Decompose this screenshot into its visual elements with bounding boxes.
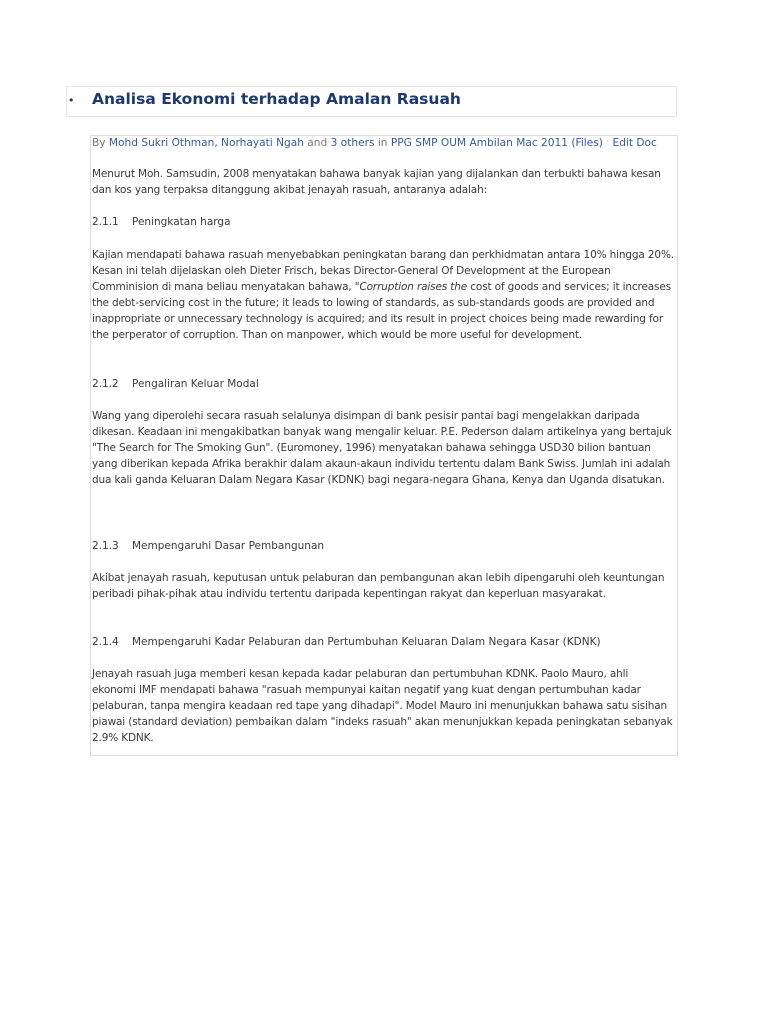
text-line: piawai (standard deviation) pembaikan dalam "indeks rasuah" akan menunjukkan kepada peningkatan sebanyak: [92, 716, 673, 728]
section-heading-2-1-1: [92, 214, 231, 230]
bullet-icon: •: [68, 94, 75, 107]
text-run: Comminision di mana beliau menyatakan bahawa,: [92, 281, 355, 293]
section-2-1-1-paragraph: [92, 247, 677, 343]
text-line: Kesan ini telah dijelaskan oleh Dieter Frisch, bekas Director-General Of Development at the European: [92, 265, 611, 277]
text-line: the debt-servicing cost in the future; it leads to lowing of standards, as sub-standards goods are provided and: [92, 297, 655, 309]
text-line: pelaburan, tanpa mengira keadaan red tape yang dihadapi". Model Mauro ini menunjukkan bahawa satu sisihan: [92, 700, 668, 712]
text-line: the perperator of corruption. Than on manpower, which would be more useful for development.: [92, 329, 583, 341]
section-heading-2-1-2: [92, 376, 259, 392]
italic-quote: "Corruption raises the: [354, 281, 468, 293]
text-line: Wang yang diperolehi secara rasuah selalunya disimpan di bank pesisir pantai bagi mengelakkan daripada: [92, 410, 640, 422]
text-line: "The Search for The Smoking Gun". (Euromoney, 1996) menyatakan bahawa sehingga USD30 bilion bantuan: [92, 442, 651, 454]
section-title: Pengaliran Keluar Modal: [132, 378, 259, 390]
text-line: Menurut Moh. Samsudin, 2008 menyatakan bahawa banyak kajian yang dijalankan dan terbukti bahawa kesan: [92, 168, 661, 180]
text-line: peribadi pihak-pihak atau individu tertentu daripada kepentingan rakyat dan keperluan masyarakat.: [92, 588, 606, 600]
text-line: Kajian mendapati bahawa rasuah menyebabkan peningkatan barang dan perkhidmatan antara 10% hingga 20%.: [92, 249, 674, 261]
text-line: 2.9% KDNK.: [92, 732, 154, 744]
section-number: 2.1.2: [92, 378, 119, 390]
authors-link[interactable]: Mohd Sukri Othman, Norhayati Ngah: [108, 137, 304, 149]
text-line: ekonomi IMF mendapati bahawa "rasuah mempunyai kaitan negatif yang kuat dengan pertumbuhan kadar: [92, 684, 641, 696]
separator-dot: ·: [606, 137, 610, 147]
section-2-1-4-paragraph: [92, 666, 677, 746]
section-heading-2-1-3: [92, 538, 324, 554]
section-heading-2-1-4: [92, 634, 601, 650]
section-title: Mempengaruhi Kadar Pelaburan dan Pertumbuhan Keluaran Dalam Negara Kasar (KDNK): [132, 636, 601, 648]
doc-title: Analisa Ekonomi terhadap Amalan Rasuah: [92, 90, 461, 108]
text-line: Jenayah rasuah juga memberi kesan kepada kadar pelaburan dan pertumbuhan KDNK. Paolo Mauro, ahli: [92, 668, 629, 680]
section-number: 2.1.3: [92, 540, 119, 552]
text-run: cost of goods and services; it increases: [467, 281, 672, 293]
edit-doc-link[interactable]: Edit Doc: [612, 137, 657, 149]
section-2-1-2-paragraph: [92, 408, 677, 488]
section-title: Mempengaruhi Dasar Pembangunan: [132, 540, 325, 552]
text-line: dua kali ganda Keluaran Dalam Negara Kasar (KDNK) bagi negara-negara Ghana, Kenya dan Uganda disatukan.: [92, 474, 665, 486]
text-line: inappropriate or unnecessary technology is acquired; and its result in project choices being made rewarding for: [92, 313, 664, 325]
text-line: dikesan. Keadaan ini mengakibatkan banyak wang mengalir keluar. P.E. Pederson dalam artikelnya yang bertajuk: [92, 426, 672, 438]
section-number: 2.1.4: [92, 636, 119, 648]
intro-paragraph: [92, 166, 677, 198]
text-line: [92, 279, 677, 295]
section-title: Peningkatan harga: [132, 216, 231, 228]
group-link[interactable]: PPG SMP OUM Ambilan Mac 2011 (Files): [390, 137, 603, 149]
others-link[interactable]: 3 others: [330, 137, 375, 149]
byline-and: and: [307, 137, 328, 149]
text-line: dan kos yang terpaksa ditanggung akibat jenayah rasuah, antaranya adalah:: [92, 184, 487, 196]
text-line: yang diberikan kepada Afrika berakhir dalam akaun-akaun individu tertentu dalam Bank Swiss. Jumlah ini adalah: [92, 458, 671, 470]
byline: [92, 135, 657, 150]
section-2-1-3-paragraph: [92, 570, 677, 602]
section-number: 2.1.1: [92, 216, 119, 228]
byline-in: in: [377, 137, 388, 149]
text-line: Akibat jenayah rasuah, keputusan untuk pelaburan dan pembangunan akan lebih dipengaruhi oleh keuntungan: [92, 572, 665, 584]
byline-by: By: [92, 137, 106, 149]
